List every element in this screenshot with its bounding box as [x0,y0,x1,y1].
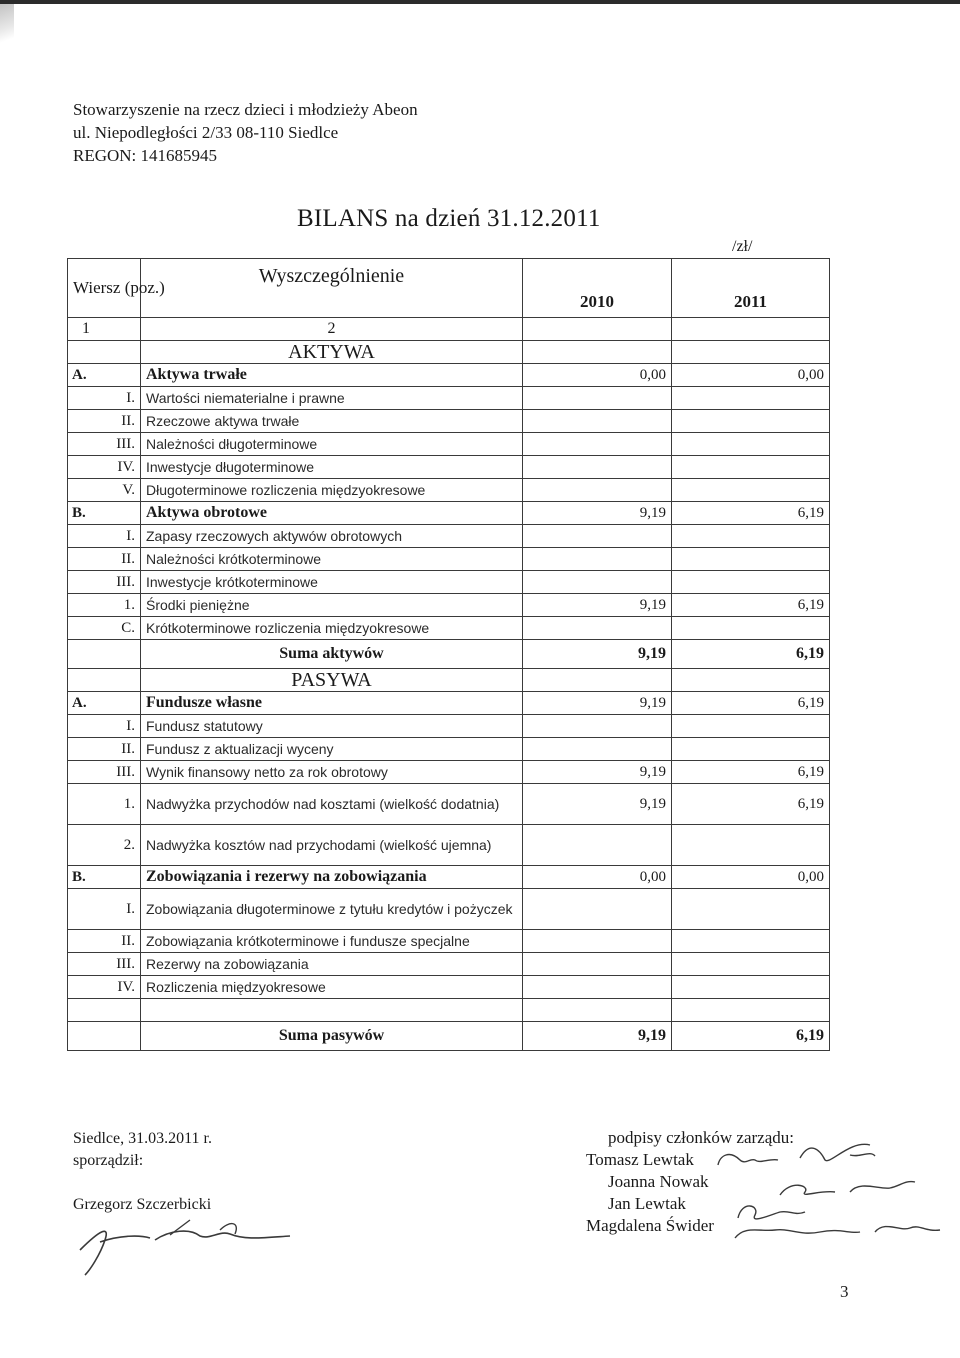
row-value-2011: 6,19 [672,784,830,825]
row-value-2011 [672,953,830,976]
column-number-1: 1 [68,318,141,341]
row-value-2011 [672,387,830,410]
row-value-2011 [672,479,830,502]
row-position: B. [68,866,141,889]
table-row [68,784,830,825]
row-position: III. [68,953,141,976]
row-description: Fundusz z aktualizacji wyceny [141,738,523,761]
row-position: I. [68,387,141,410]
row-description: Krótkoterminowe rozliczenia międzyokresowe [141,617,523,640]
row-value-2011: 6,19 [672,692,830,715]
preparer-signature-icon [60,1200,310,1280]
table-row [68,410,830,433]
row-description: Należności krótkoterminowe [141,548,523,571]
row-description: Aktywa trwałe [141,364,523,387]
sum-label: Suma pasywów [141,1022,523,1051]
row-value-2010 [523,410,672,433]
table-row [68,433,830,456]
header-position: Wiersz (poz.) [68,259,141,318]
prepared-by-name: Grzegorz Szczerbicki [73,1196,212,1213]
footer-left [73,1128,212,1172]
row-description: Fundusz statutowy [141,715,523,738]
row-value-2010 [523,571,672,594]
row-position: IV. [68,456,141,479]
row-value-2010: 9,19 [523,594,672,617]
table-row [68,953,830,976]
board-member-4: Magdalena Świder [586,1216,714,1235]
row-position: I. [68,889,141,930]
board-signatures-icon [700,1120,950,1245]
board-member-1: Tomasz Lewtak [586,1150,694,1169]
row-position [68,999,141,1022]
page-number: 3 [840,1282,849,1301]
column-number-4 [672,318,830,341]
table-row [68,548,830,571]
table-header-row [68,259,830,318]
place-date: Siedlce, 31.03.2011 r. [73,1130,212,1147]
board-label: podpisy członków zarządu: [608,1128,794,1147]
row-description: Długoterminowe rozliczenia międzyokresowe [141,479,523,502]
row-position: C. [68,617,141,640]
row-description: Rzeczowe aktywa trwałe [141,410,523,433]
board-member-3: Jan Lewtak [608,1194,686,1213]
scan-corner-shadow [0,4,14,64]
row-value-2011 [672,571,830,594]
row-value-2011 [672,715,830,738]
row-description: Inwestycje krótkoterminowe [141,571,523,594]
section-aktywa-row [68,341,830,364]
organization-header [73,98,418,167]
row-description: Zapasy rzeczowych aktywów obrotowych [141,525,523,548]
row-position: III. [68,761,141,784]
row-position: I. [68,525,141,548]
row-value-2010: 9,19 [523,761,672,784]
header-description: Wyszczególnienie [141,259,523,318]
row-value-2010: 9,19 [523,692,672,715]
table-row [68,571,830,594]
row-position: II. [68,410,141,433]
row-position: II. [68,930,141,953]
row-value-2010 [523,433,672,456]
row-value-2011 [672,617,830,640]
row-position: 2. [68,825,141,866]
section-aktywa-label: AKTYWA [141,341,523,364]
row-value-2010: 9,19 [523,502,672,525]
row-value-2010: 0,00 [523,866,672,889]
row-position: A. [68,692,141,715]
row-value-2011: 0,00 [672,364,830,387]
column-number-3 [523,318,672,341]
org-address: ul. Niepodległości 2/33 08-110 Siedlce [73,123,339,142]
row-value-2011 [672,999,830,1022]
column-number-row [68,318,830,341]
table-row [68,502,830,525]
sum-position [68,640,141,669]
row-value-2010 [523,825,672,866]
row-position: A. [68,364,141,387]
row-description: Należności długoterminowe [141,433,523,456]
org-regon: REGON: 141685945 [73,146,218,165]
row-position: V. [68,479,141,502]
table-row [68,976,830,999]
row-value-2011: 0,00 [672,866,830,889]
row-description: Zobowiązania długoterminowe z tytułu kredytów i pożyczek [141,889,523,930]
row-value-2011 [672,548,830,571]
row-description: Nadwyżka kosztów nad przychodami (wielkość ujemna) [141,825,523,866]
table-row [68,866,830,889]
row-position: B. [68,502,141,525]
row-position: 1. [68,594,141,617]
row-value-2011 [672,738,830,761]
row-value-2010: 0,00 [523,364,672,387]
section-pasywa-v2 [672,669,830,692]
row-value-2011 [672,410,830,433]
row-description: Środki pieniężne [141,594,523,617]
board-member-2: Joanna Nowak [608,1172,709,1191]
row-description: Wartości niematerialne i prawne [141,387,523,410]
row-value-2010 [523,548,672,571]
row-value-2010 [523,976,672,999]
row-value-2011: 6,19 [672,594,830,617]
section-pasywa-row [68,669,830,692]
table-row [68,930,830,953]
row-position: I. [68,715,141,738]
document-title: BILANS na dzień 31.12.2011 [297,205,601,232]
row-value-2010 [523,479,672,502]
row-value-2011 [672,433,830,456]
row-position: II. [68,738,141,761]
prepared-by-label: sporządził: [73,1152,144,1169]
row-value-2011: 6,19 [672,761,830,784]
row-value-2010: 9,19 [523,784,672,825]
row-value-2010 [523,889,672,930]
table-row [68,479,830,502]
row-description: Fundusze własne [141,692,523,715]
row-value-2011: 6,19 [672,502,830,525]
row-description: Zobowiązania i rezerwy na zobowiązania [141,866,523,889]
currency-unit: /zł/ [732,238,753,255]
row-value-2011 [672,930,830,953]
table-row [68,617,830,640]
sum-value-2010: 9,19 [523,1022,672,1051]
section-pasywa-pos [68,669,141,692]
row-description: Aktywa obrotowe [141,502,523,525]
row-position: III. [68,571,141,594]
table-row [68,594,830,617]
row-value-2010 [523,525,672,548]
row-value-2011 [672,825,830,866]
row-value-2011 [672,525,830,548]
table-row [68,738,830,761]
row-value-2010 [523,387,672,410]
row-description: Wynik finansowy netto za rok obrotowy [141,761,523,784]
table-row [68,889,830,930]
row-value-2010 [523,999,672,1022]
table-row [68,387,830,410]
table-row [68,825,830,866]
page-top-edge [0,0,960,4]
header-year-2011: 2011 [672,259,830,318]
row-position: IV. [68,976,141,999]
table-row [68,715,830,738]
row-value-2010 [523,953,672,976]
row-description: Rozliczenia międzyokresowe [141,976,523,999]
row-description [141,999,523,1022]
sum-value-2011: 6,19 [672,1022,830,1051]
section-pasywa-v1 [523,669,672,692]
row-position: III. [68,433,141,456]
table-row [68,692,830,715]
table-row [68,364,830,387]
table-row [68,525,830,548]
table-row [68,999,830,1022]
row-description: Rezerwy na zobowiązania [141,953,523,976]
column-number-2: 2 [141,318,523,341]
sum-value-2011: 6,19 [672,640,830,669]
table-row [68,456,830,479]
row-description: Zobowiązania krótkoterminowe i fundusze specjalne [141,930,523,953]
sum-position [68,1022,141,1051]
row-value-2010 [523,715,672,738]
header-year-2010: 2010 [523,259,672,318]
row-value-2011 [672,976,830,999]
table-row [68,761,830,784]
row-description: Nadwyżka przychodów nad kosztami (wielkość dodatnia) [141,784,523,825]
suma-aktywow-row [68,640,830,669]
suma-pasywow-row [68,1022,830,1051]
row-value-2011 [672,889,830,930]
row-description: Inwestycje długoterminowe [141,456,523,479]
balance-sheet-table [67,258,830,1051]
org-name: Stowarzyszenie na rzecz dzieci i młodzieży Abeon [73,100,418,119]
row-value-2010 [523,738,672,761]
row-value-2010 [523,456,672,479]
section-pasywa-label: PASYWA [141,669,523,692]
row-position: 1. [68,784,141,825]
sum-value-2010: 9,19 [523,640,672,669]
row-value-2010 [523,930,672,953]
row-value-2010 [523,617,672,640]
sum-label: Suma aktywów [141,640,523,669]
row-value-2011 [672,456,830,479]
row-position: II. [68,548,141,571]
